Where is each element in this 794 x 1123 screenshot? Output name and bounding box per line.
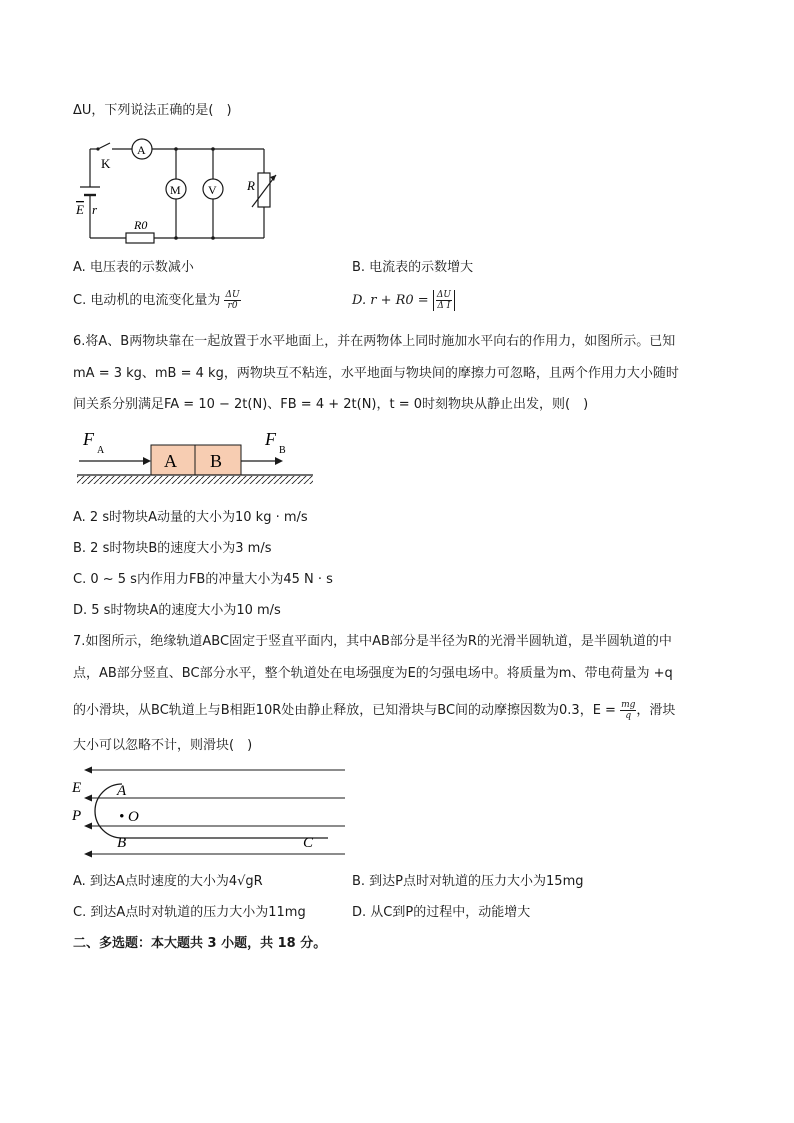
r0-label: R0 [134, 218, 148, 232]
point-c-label: C [303, 835, 314, 851]
point-p-label: P [72, 808, 82, 824]
q6-option-d[interactable]: D. 5 s时物块A的速度大小为10 m/s [73, 603, 281, 618]
q6-stem-line1: 6.将A、B两物块靠在一起放置于水平地面上，并在两物体上同时施加水平向右的作用力，如图所示。已知 [73, 334, 676, 349]
q6-blocks-diagram [75, 425, 320, 490]
block-a-label: A [164, 451, 177, 471]
rheostat-label: R [247, 178, 255, 193]
q7-stem-line2: 点，AB部分竖直、BC部分水平，整个轨道处在电场强度为E的匀强电场中。将质量为m、带电荷量为 +q [73, 666, 673, 681]
emf-label: E [76, 202, 84, 217]
force-b-subscript: B [279, 445, 286, 456]
q5-option-c[interactable] [73, 290, 241, 311]
q7-stem-line4: 大小可以忽略不计，则滑块( ) [73, 738, 253, 753]
point-b-label: B [117, 835, 127, 851]
ammeter-label: A [137, 143, 146, 157]
force-b-label: F [265, 429, 276, 449]
q7-option-b[interactable]: B. 到达P点时对轨道的压力大小为15mg [352, 874, 584, 889]
q7-track-diagram [70, 764, 355, 864]
center-o-label: • O [119, 809, 139, 825]
q6-option-c[interactable]: C. 0 ~ 5 s内作用力FB的冲量大小为45 N · s [73, 572, 333, 587]
section-title-multiple-choice: 二、多选题：本大题共 3 小题，共 18 分。 [73, 936, 327, 951]
q5-option-c-fraction: $\frac{\Delta U}{r0}$ [225, 290, 240, 311]
force-a-subscript: A [97, 445, 105, 456]
motor-label: M [170, 183, 181, 197]
q6-stem-line2: mA = 3 kg、mB = 4 kg，两物块互不粘连，水平地面与物块间的摩擦力可忽略，且两个作用力大小随时 [73, 366, 679, 381]
q5-stem-tail: ΔU，下列说法正确的是( ) [73, 103, 232, 118]
q7-option-a[interactable]: A. 到达A点时速度的大小为4√gR [73, 874, 263, 889]
q5-option-d-abs: $\frac{\Delta U}{\text{Δ I}}$ [433, 290, 455, 311]
q5-option-b[interactable]: B. 电流表的示数增大 [352, 260, 474, 275]
force-a-label: F [83, 429, 94, 449]
q5-circuit-diagram [70, 135, 280, 250]
q7-e-fraction: $\frac{mg}{q}$ [621, 700, 636, 721]
block-b-label: B [210, 451, 223, 471]
q6-option-a[interactable]: A. 2 s时物块A动量的大小为10 kg · m/s [73, 510, 308, 525]
internal-resistance-label: r [92, 202, 98, 217]
field-e-label: E [72, 780, 82, 796]
q7-option-d[interactable]: D. 从C到P的过程中，动能增大 [352, 905, 531, 920]
q6-option-b[interactable]: B. 2 s时物块B的速度大小为3 m/s [73, 541, 272, 556]
q7-option-c[interactable]: C. 到达A点时对轨道的压力大小为11mg [73, 905, 306, 920]
q6-stem-line3: 间关系分别满足FA = 10 − 2t(N)、FB = 4 + 2t(N)，t = 0时刻物块从静止出发，则( ) [73, 397, 589, 412]
q5-option-a[interactable]: A. 电压表的示数减小 [73, 260, 194, 275]
q5-option-d[interactable] [352, 290, 455, 311]
point-a-label: A [117, 783, 127, 799]
q7-stem-line3: 的小滑块，从BC轨道上与B相距10R处由静止释放，已知滑块与BC间的动摩擦因数为0.3，E = $\frac{mg}{q}$ ，滑块 [73, 700, 676, 721]
switch-label: K [101, 156, 111, 171]
q5-option-d-text: D. r + R0 = [352, 293, 429, 308]
q7-stem-line1: 7.如图所示，绝缘轨道ABC固定于竖直平面内，其中AB部分是半径为R的光滑半圆轨道，是半圆轨道的中 [73, 634, 672, 649]
q5-option-c-text: C. 电动机的电流变化量为 [73, 293, 221, 308]
voltmeter-label: V [208, 183, 217, 197]
